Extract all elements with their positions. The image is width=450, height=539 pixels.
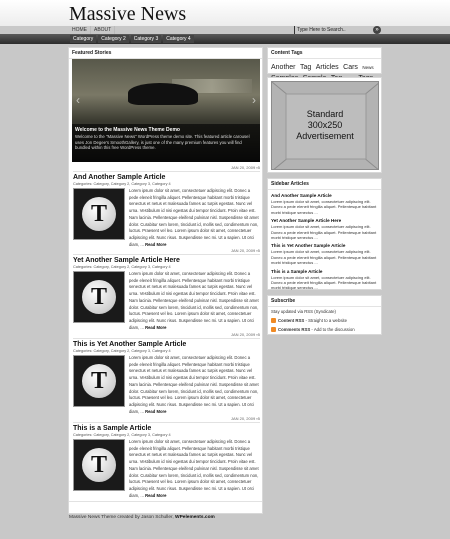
post: [73, 165, 260, 248]
content-rss-row: [268, 316, 381, 325]
post-title[interactable]: This is Yet Another Sample Article: [73, 341, 187, 348]
post-thumbnail[interactable]: [73, 271, 125, 323]
site-header: [0, 0, 450, 26]
featured-carousel[interactable]: [72, 59, 260, 162]
ad-text-line: Advertisement: [296, 131, 354, 141]
comment-icon: ▪: [256, 248, 258, 253]
footer-credit-text: Massive News Theme created by Jason Schuller,: [69, 515, 174, 520]
post-excerpt: Lorem ipsum dolor sit amet, consectetuer adipiscing elit. Donec a pede eleneit fringilla aliquet. Pellentesque habitant morbi tristique senectus et netus et malesuada fames ac turpis egestas. Nunc vel urna. Vestibulum id nisi egestas dui tempor tincidunt. Proin vitae est. Nam lacinia. Pellentesque eleifend pulvinar nisl. Suspendisse sit amet dolor. Curabitur sem lorem, tincidunt id, mollis sed, condimentum non, luctus. Praesent vel leo. Lorem ipsum dolor sit amet, consectetuer adipiscing elit. Nunc risus. Suspendisse nec mi. Ut a sapien. Ut orci diam, ... Read More: [129, 439, 259, 498]
sidebar-article: [268, 218, 381, 240]
post-thumbnail[interactable]: [73, 188, 125, 240]
category-item-4[interactable]: Category 4: [163, 35, 193, 43]
post-excerpt: Lorem ipsum dolor sit amet, consectetuer adipiscing elit. Donec a pede eleneit fringilla aliquet. Pellentesque habitant morbi tristique senectus et netus et malesuada fames ac turpis egestas. Nunc vel urna. Vestibulum id nisi egestas dui tempor tincidunt. Proin vitae est. Nam lacinia. Pellentesque eleifend pulvinar nisl. Suspendisse sit amet dolor. Curabitur sem lorem, tincidunt id, mollis sed, condimentum non, luctus. Praesent vel leo. Lorem ipsum dolor sit amet, consectetuer adipiscing elit. Nunc risus. Suspendisse nec mi. Ut a sapien. Ut orci diam, ... Read More: [129, 188, 259, 247]
subscribe-box: [267, 295, 382, 335]
nav-item-about[interactable]: ABOUT: [91, 26, 115, 34]
sidebar-article-title[interactable]: Yet Another Sample Article Here: [271, 218, 342, 224]
post-categories[interactable]: Categories: Category, Category 2, Category 3, Category 4: [73, 265, 171, 269]
post-excerpt: Lorem ipsum dolor sit amet, consectetuer adipiscing elit. Donec a pede eleneit fringilla aliquet. Pellentesque habitant morbi tristique senectus et netus et malesuada fames ac turpis egestas. Nunc vel urna. Vestibulum id nisi egestas dui tempor tincidunt. Proin vitae est. Nam lacinia. Pellentesque eleifend pulvinar nisl. Suspendisse sit amet dolor. Curabitur sem lorem, tincidunt id, mollis sed, condimentum non, luctus. Praesent vel leo. Lorem ipsum dolor sit amet, consectetuer adipiscing elit. Nunc risus. Suspendisse nec mi. Ut a sapien. Ut orci diam, ... Read More: [129, 355, 259, 414]
search-button[interactable]: »: [373, 26, 381, 34]
content-tags-heading: Content Tags: [268, 48, 381, 59]
sidebar-article-excerpt: Lorem ipsum dolor sit amet, consectetuer adipiscing elit. Donec a pede eleneit fringilla aliquet. Pellentesque habitant morbi tristique senectus ...: [271, 199, 377, 215]
tag-link[interactable]: Cars: [343, 64, 358, 71]
post-meta: [73, 248, 260, 255]
post-date: JAN 20, 2009: [230, 248, 256, 253]
nav-item-home[interactable]: HOME: [69, 26, 91, 34]
post-date: JAN 20, 2009: [230, 332, 256, 337]
category-navigation: [70, 35, 196, 43]
search-input[interactable]: Type Here to Search..: [297, 25, 387, 35]
sidebar-article: [268, 193, 381, 215]
carousel-next-icon[interactable]: ›: [252, 93, 256, 107]
post-date: JAN 20, 2009: [230, 416, 256, 421]
post-date: JAN 20, 2009: [230, 165, 256, 170]
sidebar-article-excerpt: Lorem ipsum dolor sit amet, consectetuer adipiscing elit. Donec a pede eleneit fringilla aliquet. Pellentesque habitant morbi tristique senectus ...: [271, 274, 377, 291]
featured-heading: Featured Stories: [69, 48, 262, 59]
nyt-logo-icon: T: [82, 197, 116, 231]
carousel-prev-icon[interactable]: ‹: [76, 93, 80, 107]
comment-count[interactable]: 5: [257, 416, 260, 421]
sidebar-article-excerpt: Lorem ipsum dolor sit amet, consectetuer adipiscing elit. Donec a pede eleneit fringilla aliquet. Pellentesque habitant morbi tristique senectus ...: [271, 224, 377, 241]
nyt-logo-icon: T: [82, 364, 116, 398]
subscribe-intro: Stay updated via RSS (Syndicate): [271, 309, 336, 314]
content-rss-link[interactable]: Content RSS: [278, 318, 305, 323]
category-bar: [0, 34, 450, 44]
post-categories[interactable]: Categories: Category, Category 2, Category 3, Category 4: [73, 182, 171, 186]
ad-text-line: Standard: [306, 109, 344, 119]
read-more-link[interactable]: Read More: [145, 408, 167, 414]
sidebar-article-title[interactable]: This is a Sample Article: [271, 268, 323, 274]
footer-credit-link[interactable]: WPelements.com: [175, 515, 215, 520]
nyt-logo-icon: T: [82, 448, 116, 482]
main-footer-bar: [69, 501, 262, 513]
sidebar-articles-heading: Sidebar Articles: [268, 179, 381, 190]
comment-count[interactable]: 5: [257, 332, 260, 337]
post-title[interactable]: This is a Sample Article: [73, 425, 152, 432]
tag-link[interactable]: News: [362, 65, 374, 70]
sidebar-article-excerpt: Lorem ipsum dolor sit amet, consectetuer adipiscing elit. Donec a pede eleneit fringilla aliquet. Pellentesque habitant morbi tristique senectus ...: [271, 249, 377, 266]
tag-link[interactable]: Another: [271, 64, 296, 71]
post-meta: [73, 416, 260, 423]
category-item-3[interactable]: Category 3: [131, 35, 161, 43]
post-categories[interactable]: Categories: Category, Category 2, Category 3, Category 4: [73, 433, 171, 437]
post-meta: [73, 332, 260, 339]
sidebar-article: [268, 269, 381, 291]
category-item-1[interactable]: Category: [70, 35, 96, 43]
comments-rss-description: - Add to the discussion: [310, 327, 355, 332]
ad-text: [272, 109, 378, 142]
comment-icon: ▪: [256, 416, 258, 421]
site-title[interactable]: Massive News: [69, 3, 187, 25]
featured-caption: [72, 124, 260, 162]
main-content: [68, 47, 263, 514]
read-more-link[interactable]: Read More: [145, 324, 167, 330]
ad-text-line: 300x250: [307, 120, 343, 130]
sidebar-article-title[interactable]: This is Yet Another Sample Article: [271, 243, 346, 249]
content-tags-box: [267, 47, 382, 74]
comment-icon: ▪: [256, 332, 258, 337]
post-excerpt: Lorem ipsum dolor sit amet, consectetuer adipiscing elit. Donec a pede eleneit fringilla aliquet. Pellentesque habitant morbi tristique senectus et netus et malesuada fames ac turpis egestas. Nunc vel urna. Vestibulum id nisi egestas dui tempor tincidunt. Proin vitae est. Nam lacinia. Pellentesque eleifend pulvinar nisl. Suspendisse sit amet dolor. Curabitur sem lorem, tincidunt id, mollis sed, condimentum non, luctus. Praesent vel leo. Lorem ipsum dolor sit amet, consectetuer adipiscing elit. Nunc risus. Suspendisse nec mi. Ut a sapien. Ut orci diam, ... Read More: [129, 271, 259, 330]
post-title[interactable]: And Another Sample Article: [73, 174, 166, 181]
comments-rss-link[interactable]: Comments RSS: [278, 327, 311, 332]
featured-slide-title[interactable]: Welcome to the Massive News Theme Demo: [75, 127, 180, 133]
comment-count[interactable]: 5: [257, 165, 260, 170]
sidebar-article: [268, 243, 381, 265]
post-title[interactable]: Yet Another Sample Article Here: [73, 257, 180, 264]
read-more-link[interactable]: Read More: [145, 492, 167, 498]
post-thumbnail[interactable]: [73, 439, 125, 491]
sidebar-articles-box: [267, 178, 382, 290]
post: [73, 416, 260, 499]
advertisement-box: [267, 77, 382, 173]
featured-image-car: [128, 83, 198, 105]
content-rss-description: - Straight to a website: [304, 318, 348, 323]
post-categories[interactable]: Categories: Category, Category 2, Category 3, Category 4: [73, 349, 171, 353]
sidebar-article-title[interactable]: And Another Sample Article: [271, 193, 332, 198]
category-item-2[interactable]: Category 2: [98, 35, 128, 43]
comment-count[interactable]: 5: [257, 248, 260, 253]
post-thumbnail[interactable]: [73, 355, 125, 407]
comments-rss-row: [268, 325, 381, 334]
featured-slide-description: Welcome to the "Massive News" WordPress theme demo site. This featured article carousel uses Jon Degee's SmoothGallery, is just one of the many premium features you will find bundled within this free WordPress theme.: [75, 134, 250, 151]
rss-icon: [271, 318, 276, 323]
comment-icon: ▪: [256, 165, 258, 170]
tag-link[interactable]: Articles: [315, 64, 339, 71]
tag-link[interactable]: Tag: [299, 64, 312, 71]
top-navigation: [69, 26, 115, 34]
nyt-logo-icon: T: [82, 280, 116, 314]
rss-icon: [271, 327, 276, 332]
ad-banner[interactable]: [271, 81, 379, 170]
post: [73, 332, 260, 415]
read-more-link[interactable]: Read More: [145, 241, 167, 247]
subscribe-heading: Subscribe: [268, 296, 381, 307]
footer-credit: [69, 515, 215, 520]
post: [73, 248, 260, 331]
post-meta: [73, 165, 260, 172]
